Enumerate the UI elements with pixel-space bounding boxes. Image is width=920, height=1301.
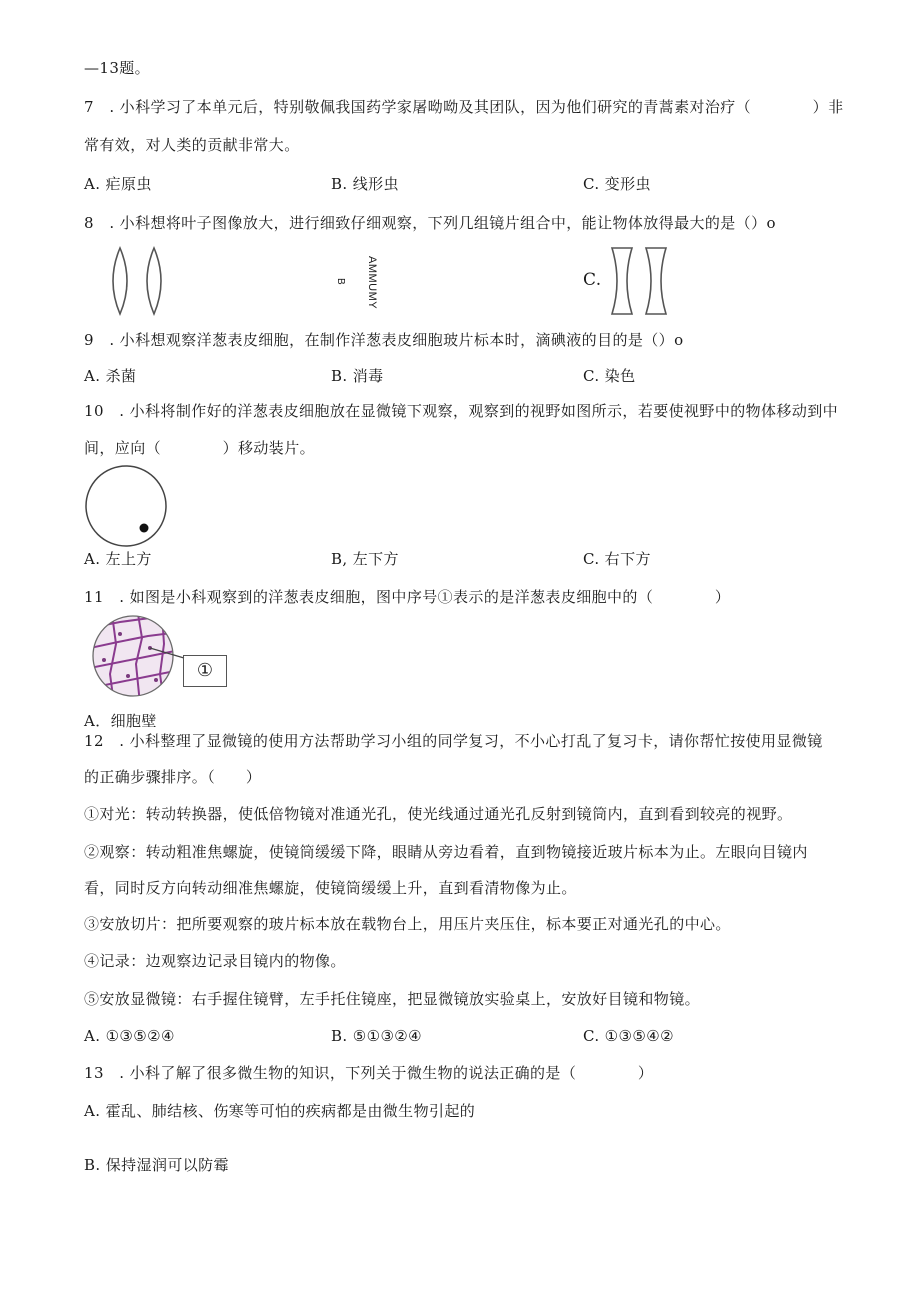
q13-stem: 13 . 小科了解了很多微生物的知识，下列关于微生物的说法正确的是（ ） xyxy=(84,1064,654,1082)
q8-option-b-rotated-text[interactable]: AMMUMY xyxy=(366,256,378,310)
q7-option-a[interactable]: A. 疟原虫 xyxy=(84,175,152,193)
q13-option-b[interactable]: B. 保持湿润可以防霉 xyxy=(84,1156,229,1174)
q12-step-5: ⑤安放显微镜：右手握住镜臂，左手托住镜座，把显微镜放实验桌上，安放好目镜和物镜。 xyxy=(84,990,701,1008)
q13-option-a[interactable]: A. 霍乱、肺结核、伤寒等可怕的疾病都是由微生物引起的 xyxy=(84,1102,476,1120)
q9-option-a[interactable]: A. 杀菌 xyxy=(84,367,137,385)
q9-option-c[interactable]: C. 染色 xyxy=(583,367,636,385)
q12-stem-line2: 的正确步骤排序。（ ） xyxy=(84,768,262,786)
q10-stem-line1: 10 . 小科将制作好的洋葱表皮细胞放在显微镜下观察，观察到的视野如图所示，若要使视野中的物体移动到中 xyxy=(84,402,839,420)
q8-option-b-letter: B xyxy=(335,278,346,286)
q12-option-a[interactable]: A. ①③⑤②④ xyxy=(84,1027,175,1045)
concave-lens-1 xyxy=(612,248,632,314)
specimen-dot xyxy=(140,524,149,533)
section-header: —13题。 xyxy=(84,59,151,77)
q8-option-a-convex-lenses[interactable] xyxy=(104,246,174,316)
q7-stem-line1: 7 . 小科学习了本单元后，特别敬佩我国药学家屠呦呦及其团队，因为他们研究的青蒿素对治疗（ ）非 xyxy=(84,98,844,116)
q8-option-c-concave-lenses[interactable] xyxy=(610,246,670,316)
q10-option-a[interactable]: A. 左上方 xyxy=(84,550,152,568)
q7-stem-line2: 常有效，对人类的贡献非常大。 xyxy=(84,136,300,154)
q10-microscope-field-diagram xyxy=(82,466,172,546)
q9-option-b[interactable]: B. 消毒 xyxy=(331,367,384,385)
q12-step-2: ②观察：转动粗准焦螺旋，使镜筒缓缓下降，眼睛从旁边看着，直到物镜接近玻片标本为止。左眼向目镜内 xyxy=(84,843,808,861)
q10-option-c[interactable]: C. 右下方 xyxy=(583,550,651,568)
q8-stem: 8 . 小科想将叶子图像放大，进行细致仔细观察，下列几组镜片组合中，能让物体放得最大的是（）o xyxy=(84,214,776,232)
convex-lens-1 xyxy=(113,248,127,314)
convex-lens-2 xyxy=(147,248,161,314)
q12-stem-line1: 12 . 小科整理了显微镜的使用方法帮助学习小组的同学复习，不小心打乱了复习卡，请你帮忙按使用显微镜 xyxy=(84,732,823,750)
q11-stem: 11 . 如图是小科观察到的洋葱表皮细胞，图中序号①表示的是洋葱表皮细胞中的（ ） xyxy=(84,588,731,606)
q12-option-c[interactable]: C. ①③⑤④② xyxy=(583,1027,674,1045)
q12-option-b[interactable]: B. ⑤①③②④ xyxy=(331,1027,422,1045)
q7-option-c[interactable]: C. 变形虫 xyxy=(583,175,651,193)
q10-stem-line2: 间，应向（ ）移动装片。 xyxy=(84,439,316,457)
q9-stem: 9 . 小科想观察洋葱表皮细胞，在制作洋葱表皮细胞玻片标本时，滴碘液的目的是（）o xyxy=(84,331,684,349)
q11-option-a[interactable]: A．细胞壁 xyxy=(84,712,157,730)
q11-label-box: ① xyxy=(183,655,227,687)
q12-step-1: ①对光：转动转换器，使低倍物镜对准通光孔，使光线通过通光孔反射到镜筒内，直到看到较亮的视野。 xyxy=(84,805,793,823)
field-of-view-circle xyxy=(86,466,166,546)
q12-step-3: ③安放切片：把所要观察的玻片标本放在载物台上，用压片夹压住，标本要正对通光孔的中心。 xyxy=(84,915,731,933)
q8-option-c-label: C. xyxy=(583,270,602,290)
q12-step-4: ④记录：边观察边记录目镜内的物像。 xyxy=(84,952,346,970)
q12-step-2-cont: 看，同时反方向转动细准焦螺旋，使镜筒缓缓上升，直到看清物像为止。 xyxy=(84,879,577,897)
concave-lens-2 xyxy=(646,248,666,314)
q7-option-b[interactable]: B. 线形虫 xyxy=(331,175,399,193)
q10-option-b[interactable]: B, 左下方 xyxy=(331,550,399,568)
